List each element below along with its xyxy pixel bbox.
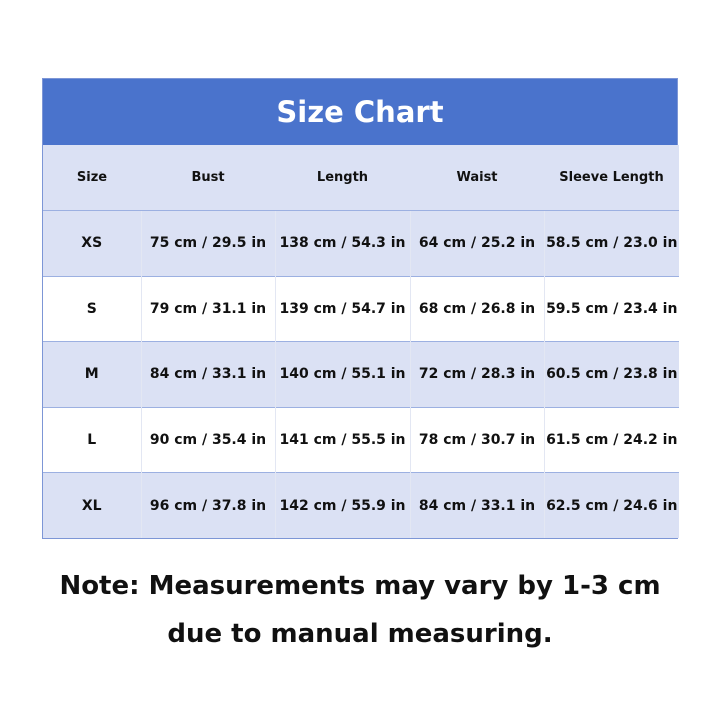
header-waist: Waist bbox=[410, 145, 544, 211]
note-line-2: due to manual measuring. bbox=[167, 619, 553, 649]
sleeve-length-cell: 59.5 cm / 23.4 in bbox=[544, 276, 679, 342]
waist-cell: 64 cm / 25.2 in bbox=[410, 211, 544, 277]
size-cell: XL bbox=[81, 497, 102, 514]
table-row bbox=[43, 473, 679, 539]
size-cell: L bbox=[87, 431, 97, 448]
measurement-note bbox=[0, 562, 720, 658]
length-cell: 139 cm / 54.7 in bbox=[275, 276, 410, 342]
sleeve-length-cell: 58.5 cm / 23.0 in bbox=[544, 211, 679, 277]
bust-cell: 75 cm / 29.5 in bbox=[141, 211, 275, 277]
sleeve-length-cell: 62.5 cm / 24.6 in bbox=[544, 473, 679, 539]
waist-cell: 78 cm / 30.7 in bbox=[410, 407, 544, 473]
length-cell: 138 cm / 54.3 in bbox=[275, 211, 410, 277]
header-length: Length bbox=[275, 145, 410, 211]
bust-cell: 90 cm / 35.4 in bbox=[141, 407, 275, 473]
length-cell: 141 cm / 55.5 in bbox=[275, 407, 410, 473]
bust-cell: 79 cm / 31.1 in bbox=[141, 276, 275, 342]
bust-cell: 84 cm / 33.1 in bbox=[141, 342, 275, 408]
waist-cell: 72 cm / 28.3 in bbox=[410, 342, 544, 408]
length-cell: 142 cm / 55.9 in bbox=[275, 473, 410, 539]
header-bust: Bust bbox=[141, 145, 275, 211]
table-row bbox=[43, 342, 679, 408]
waist-cell: 84 cm / 33.1 in bbox=[410, 473, 544, 539]
sleeve-length-cell: 60.5 cm / 23.8 in bbox=[544, 342, 679, 408]
size-cell: XS bbox=[81, 235, 103, 252]
bust-cell: 96 cm / 37.8 in bbox=[141, 473, 275, 539]
size-chart bbox=[42, 78, 678, 539]
header-size: Size bbox=[43, 145, 141, 211]
size-table bbox=[43, 145, 679, 538]
note-line-1: Note: Measurements may vary by 1-3 cm bbox=[59, 571, 661, 601]
sleeve-length-cell: 61.5 cm / 24.2 in bbox=[544, 407, 679, 473]
length-cell: 140 cm / 55.1 in bbox=[275, 342, 410, 408]
header-row bbox=[43, 145, 679, 211]
header-sleeve-length: Sleeve Length bbox=[544, 145, 679, 211]
table-row bbox=[43, 407, 679, 473]
chart-title: Size Chart bbox=[43, 79, 677, 145]
table-row bbox=[43, 276, 679, 342]
table-row bbox=[43, 211, 679, 277]
size-cell: M bbox=[84, 366, 99, 383]
waist-cell: 68 cm / 26.8 in bbox=[410, 276, 544, 342]
size-cell: S bbox=[86, 300, 97, 317]
